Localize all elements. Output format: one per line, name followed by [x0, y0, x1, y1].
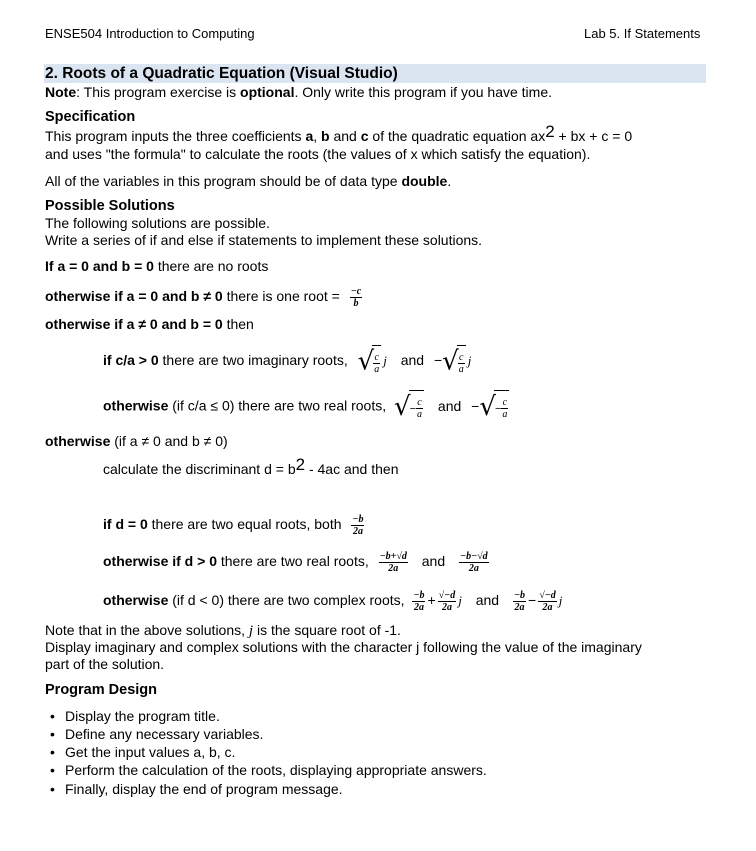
solution-imaginary-roots: [103, 345, 471, 377]
fraction-neg-b-over-2a: [351, 514, 364, 537]
imag-unit-j: j: [467, 353, 472, 368]
numerator: −c: [350, 286, 362, 297]
denominator: b: [353, 298, 359, 309]
imag-unit-j: j: [458, 593, 462, 609]
numerator: −b: [513, 590, 526, 601]
radical-sign: √: [479, 392, 496, 422]
plus-sign: +: [427, 592, 436, 609]
result: there are no roots: [153, 258, 269, 274]
solutions-intro-2: Write a series of if and else if statements to implement these solutions.: [45, 232, 483, 248]
numerator: −b+√d: [379, 551, 407, 562]
calc-text-rest: - 4ac and then: [305, 461, 399, 477]
solution-no-roots: [45, 258, 268, 275]
calc-text: calculate the discriminant d = b: [103, 461, 296, 477]
fraction-neg-c-over-b: [350, 286, 363, 309]
design-item-5: Finally, display the end of program message.: [65, 781, 343, 797]
sqrt-neg-c-over-a: [394, 390, 424, 424]
condition: if c/a > 0: [103, 352, 159, 368]
numerator: −b−√d: [460, 551, 488, 562]
note-line-1: [45, 622, 401, 640]
fraction-root-plus: [379, 551, 408, 574]
and-text: and: [437, 397, 462, 414]
specification-heading: Specification: [45, 109, 136, 125]
fraction-sqrt-neg-d-over-2a: [538, 590, 557, 613]
bullet-dot: •: [50, 781, 55, 797]
calc-exponent: 2: [295, 455, 306, 474]
solution-complex-roots: [103, 590, 562, 613]
design-heading: Program Design: [45, 682, 157, 698]
result: there are two real roots,: [216, 553, 369, 570]
spec-and: and: [329, 128, 361, 144]
fraction-c-over-a: [458, 352, 465, 375]
denominator: 2a: [413, 602, 424, 613]
fraction-neg-b-over-2a: [412, 590, 425, 613]
denominator: a: [502, 408, 508, 420]
minus-sign: −: [433, 352, 443, 368]
note-text-post: . Only write this program if you have time.: [294, 84, 553, 100]
spec-type-double: double: [401, 173, 448, 189]
section-title: 2. Roots of a Quadratic Equation (Visual Studio): [45, 65, 398, 82]
denominator: 2a: [352, 526, 363, 537]
solution-two-real-roots: [103, 551, 489, 574]
sqrt-c-over-a: [358, 345, 382, 377]
condition: if d = 0: [103, 516, 148, 533]
document-header-course: ENSE504 Introduction to Computing: [45, 26, 255, 41]
bullet-dot: •: [50, 726, 55, 742]
bullet-dot: •: [50, 744, 55, 760]
fraction-neg-b-over-2a: [513, 590, 526, 613]
fraction-sqrt-neg-d-over-2a: [438, 590, 457, 613]
document-header-lab: Lab 5. If Statements: [584, 26, 701, 41]
discriminant-calc: [103, 455, 399, 478]
radical-sign: √: [394, 392, 411, 422]
denominator: 2a: [388, 563, 399, 574]
design-item-4: Perform the calculation of the roots, displaying appropriate answers.: [65, 762, 487, 778]
denominator: 2a: [468, 563, 479, 574]
and-text: and: [475, 592, 500, 609]
bullet-dot: •: [50, 762, 55, 778]
spec-type-text: All of the variables in this program should be of data type: [45, 173, 402, 189]
numerator: √−d: [438, 590, 456, 601]
solution-equal-roots: [103, 514, 364, 537]
note-text-rest: is the square root of -1.: [253, 622, 401, 638]
minus-sign: −: [409, 403, 417, 415]
solution-real-roots-ca: [103, 390, 509, 424]
minus-sign: −: [494, 403, 502, 415]
note-optional: optional: [240, 84, 295, 100]
note-j: j: [248, 623, 254, 639]
sqrt-c-over-a-neg: [442, 345, 466, 377]
result: (if c/a ≤ 0) there are two real roots,: [168, 397, 387, 414]
note-line-3: part of the solution.: [45, 656, 165, 672]
numerator: √−d: [539, 590, 556, 601]
result: (if a ≠ 0 and b ≠ 0): [110, 433, 228, 449]
solution-one-root: [45, 286, 362, 309]
result: there are two imaginary roots,: [158, 352, 348, 368]
radical-sign: √: [357, 346, 375, 377]
denominator: a: [374, 364, 380, 376]
spec-comma: ,: [313, 128, 322, 144]
denominator: 2a: [542, 602, 553, 613]
numerator: −b: [413, 590, 425, 601]
minus-sign: −: [471, 397, 480, 414]
fraction-c-over-a: [501, 397, 508, 420]
bullet-dot: •: [50, 708, 55, 724]
solution-b-zero: [45, 316, 254, 333]
fraction-c-over-a: [416, 397, 423, 420]
note-label: Note: [45, 84, 77, 100]
spec-text: This program inputs the three coefficients: [45, 128, 306, 144]
optional-note: [45, 84, 552, 101]
fraction-c-over-a: [373, 352, 380, 375]
denominator: a: [458, 364, 464, 376]
condition: otherwise: [103, 397, 169, 414]
coef-b: b: [321, 128, 330, 144]
note-text: Note that in the above solutions,: [45, 622, 249, 638]
denominator: a: [417, 408, 423, 420]
result: there are two equal roots, both: [147, 516, 342, 533]
coef-a: a: [305, 128, 314, 144]
design-item-3: Get the input values a, b, c.: [65, 744, 236, 760]
spec-equation: of the quadratic equation ax: [368, 128, 546, 144]
imag-unit-j: j: [383, 353, 387, 368]
denominator: 2a: [441, 602, 452, 613]
numerator: −b: [352, 514, 364, 525]
numerator: c: [459, 352, 464, 364]
sqrt-neg-c-over-a-neg: [479, 390, 509, 424]
solutions-heading: Possible Solutions: [45, 198, 175, 214]
imag-unit-j: j: [558, 593, 563, 609]
minus-sign: −: [528, 592, 537, 609]
coef-c: c: [360, 128, 369, 144]
design-item-2: Define any necessary variables.: [65, 726, 264, 742]
result: there is one root =: [222, 288, 340, 305]
design-item-1: Display the program title.: [65, 708, 220, 724]
solution-general: [45, 433, 228, 450]
spec-exponent: 2: [545, 122, 555, 141]
specification-line-3: [45, 173, 451, 190]
condition: otherwise: [45, 433, 111, 449]
and-text: and: [421, 553, 446, 570]
note-text-pre: : This program exercise is: [76, 84, 241, 100]
numerator: c: [502, 396, 508, 408]
radical-sign: √: [442, 346, 459, 377]
fraction-root-minus: [459, 551, 489, 574]
condition: otherwise if a ≠ 0 and b = 0: [45, 316, 223, 332]
numerator: c: [374, 352, 379, 364]
condition: otherwise if a = 0 and b ≠ 0: [45, 288, 223, 305]
result: then: [222, 316, 254, 332]
specification-line-2: and uses "the formula" to calculate the roots (the values of x which satisfy the equation).: [45, 146, 591, 162]
spec-equation-rest: + bx + c = 0: [554, 128, 633, 144]
note-line-2: Display imaginary and complex solutions with the character j following the value of the imaginary: [45, 639, 642, 655]
solutions-intro-1: The following solutions are possible.: [45, 215, 270, 231]
condition: otherwise: [103, 592, 169, 609]
condition: otherwise if d > 0: [103, 553, 217, 570]
condition: If a = 0 and b = 0: [45, 258, 154, 274]
numerator: c: [417, 396, 422, 408]
denominator: 2a: [514, 602, 525, 613]
spec-period: .: [447, 173, 452, 189]
and-text: and: [400, 352, 425, 368]
specification-line-1: [45, 122, 633, 145]
result: (if d < 0) there are two complex roots,: [168, 592, 405, 609]
